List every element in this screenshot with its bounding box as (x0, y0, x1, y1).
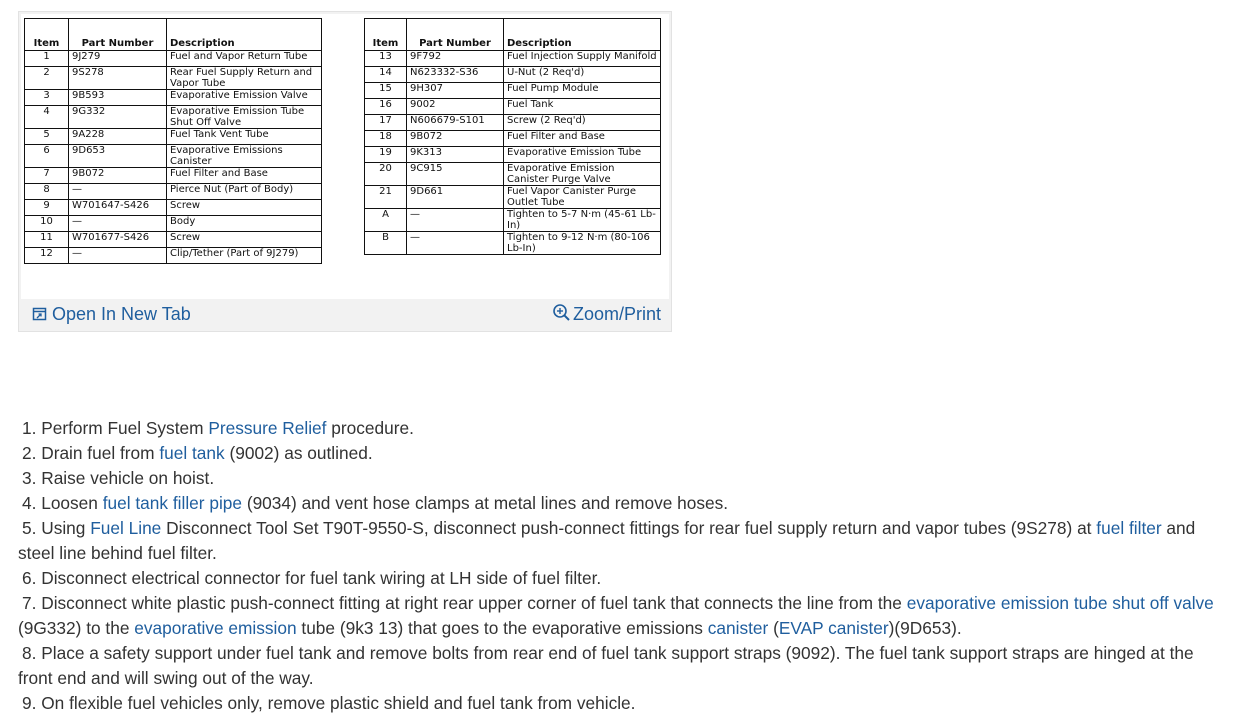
part-number: 9D653 (69, 145, 167, 168)
zoom-print-link[interactable] (552, 304, 661, 325)
glossary-link[interactable]: evaporative emission (134, 618, 297, 638)
step-text: (9034) and vent hose clamps at metal lines and remove hoses. (242, 493, 729, 513)
part-item: 2 (25, 67, 69, 90)
part-description: Screw (167, 232, 322, 248)
part-description: Pierce Nut (Part of Body) (167, 184, 322, 200)
part-item: 11 (25, 232, 69, 248)
table-row (25, 232, 322, 248)
part-number: — (69, 184, 167, 200)
step-text: 4. Loosen (22, 493, 103, 513)
table-row (25, 145, 322, 168)
procedure-step (18, 516, 1233, 566)
part-item: 15 (365, 83, 407, 99)
table-header (25, 19, 322, 51)
open-in-new-tab-link[interactable] (32, 304, 191, 325)
open-new-tab-icon (32, 307, 47, 322)
part-item: 20 (365, 163, 407, 186)
procedure-step (18, 466, 1233, 491)
part-description: Evaporative Emission Tube Shut Off Valve (167, 106, 322, 129)
glossary-link[interactable]: Fuel Line (90, 518, 162, 538)
step-text: 5. Using (22, 518, 91, 538)
part-item: 1 (25, 51, 69, 67)
part-number: 9B593 (69, 90, 167, 106)
parts-legend-image (21, 14, 669, 299)
glossary-link[interactable]: fuel tank filler pipe (102, 493, 243, 513)
part-description: Evaporative Emission Valve (167, 90, 322, 106)
part-item: 4 (25, 106, 69, 129)
part-number: 9A228 (69, 129, 167, 145)
part-description: Evaporative Emission Tube (504, 147, 661, 163)
part-number: 9K313 (407, 147, 504, 163)
part-description: U-Nut (2 Req'd) (504, 67, 661, 83)
table-row (25, 248, 322, 264)
step-text: Disconnect Tool Set T90T-9550-S, disconnect push-connect fittings for rear fuel supply return and vapor tubes (9S278) at (161, 518, 1097, 538)
table-header (365, 19, 661, 51)
table-row (25, 67, 322, 90)
figure-container (18, 11, 672, 332)
header-description: Description (504, 19, 661, 51)
part-description: Fuel Filter and Base (167, 168, 322, 184)
procedure-step (18, 566, 1233, 591)
part-description: Rear Fuel Supply Return and Vapor Tube (167, 67, 322, 90)
part-item: 12 (25, 248, 69, 264)
part-item: A (365, 209, 407, 232)
table-row (25, 200, 322, 216)
part-number: 9F792 (407, 51, 504, 67)
part-description: Body (167, 216, 322, 232)
part-number: 9S278 (69, 67, 167, 90)
part-number: N606679-S101 (407, 115, 504, 131)
step-text: )(9D653). (888, 618, 962, 638)
procedure-step (18, 641, 1233, 691)
table-row (25, 90, 322, 106)
table-row (365, 67, 661, 83)
part-description: Fuel Vapor Canister Purge Outlet Tube (504, 186, 661, 209)
table-row (365, 232, 661, 255)
part-number: 9H307 (407, 83, 504, 99)
part-number: 9C915 (407, 163, 504, 186)
header-item: Item (25, 19, 69, 51)
table-row (365, 163, 661, 186)
step-text: ( (768, 618, 779, 638)
step-text: 3. Raise vehicle on hoist. (22, 468, 215, 488)
table-row (25, 216, 322, 232)
part-item: 3 (25, 90, 69, 106)
procedure-steps (18, 416, 1233, 716)
part-item: 17 (365, 115, 407, 131)
part-description: Tighten to 5-7 N·m (45-61 Lb-In) (504, 209, 661, 232)
part-item: 10 (25, 216, 69, 232)
header-part-number: Part Number (69, 19, 167, 51)
procedure-step (18, 691, 1233, 716)
part-number: N623332-S36 (407, 67, 504, 83)
step-text: (9002) as outlined. (224, 443, 373, 463)
zoom-in-icon (552, 303, 571, 322)
table-row (25, 184, 322, 200)
part-description: Fuel Tank Vent Tube (167, 129, 322, 145)
step-text: (9G332) to the (18, 618, 135, 638)
part-item: 6 (25, 145, 69, 168)
procedure-step (18, 491, 1233, 516)
procedure-step (18, 441, 1233, 466)
part-number: — (69, 216, 167, 232)
zoom-print-label: Zoom/Print (572, 304, 661, 324)
part-description: Evaporative Emission Canister Purge Valve (504, 163, 661, 186)
part-item: 7 (25, 168, 69, 184)
table-row (365, 147, 661, 163)
procedure-step (18, 591, 1233, 641)
part-number: 9B072 (407, 131, 504, 147)
part-description: Clip/Tether (Part of 9J279) (167, 248, 322, 264)
part-item: 21 (365, 186, 407, 209)
part-number: 9D661 (407, 186, 504, 209)
part-item: B (365, 232, 407, 255)
part-description: Fuel Tank (504, 99, 661, 115)
part-description: Fuel Injection Supply Manifold (504, 51, 661, 67)
part-number: W701647-S426 (69, 200, 167, 216)
part-item: 13 (365, 51, 407, 67)
table-row (365, 115, 661, 131)
step-text: 2. Drain fuel from (22, 443, 160, 463)
part-item: 16 (365, 99, 407, 115)
part-number: — (407, 232, 504, 255)
step-text: 8. Place a safety support under fuel tank and remove bolts from rear end of fuel tank support straps (9092). The fuel tank support straps are hinged at the front end and will swing out of the way. (18, 643, 1194, 688)
table-row (365, 186, 661, 209)
table-row (25, 168, 322, 184)
part-number: — (407, 209, 504, 232)
part-number: 9002 (407, 99, 504, 115)
part-item: 9 (25, 200, 69, 216)
glossary-link[interactable]: EVAP canister (778, 618, 889, 638)
step-text: procedure. (326, 418, 414, 438)
step-text: tube (9k3 13) that goes to the evaporative emissions (296, 618, 708, 638)
step-text: 7. Disconnect white plastic push-connect fitting at right rear upper corner of fuel tank that connects the line from the (22, 593, 907, 613)
part-item: 19 (365, 147, 407, 163)
part-description: Fuel Pump Module (504, 83, 661, 99)
glossary-link[interactable]: evaporative emission tube shut off valve (906, 593, 1214, 613)
part-number: 9J279 (69, 51, 167, 67)
table-row (365, 51, 661, 67)
glossary-link[interactable]: fuel filter (1096, 518, 1162, 538)
table-row (25, 51, 322, 67)
procedure-step (18, 416, 1233, 441)
table-row (365, 131, 661, 147)
glossary-link[interactable]: Pressure Relief (208, 418, 327, 438)
part-number: 9B072 (69, 168, 167, 184)
figure-toolbar (19, 301, 671, 331)
header-part-number: Part Number (407, 19, 504, 51)
glossary-link[interactable]: canister (707, 618, 769, 638)
part-description: Screw (2 Req'd) (504, 115, 661, 131)
part-description: Screw (167, 200, 322, 216)
header-description: Description (167, 19, 322, 51)
part-number: 9G332 (69, 106, 167, 129)
table-row (365, 99, 661, 115)
table-row (25, 106, 322, 129)
part-item: 18 (365, 131, 407, 147)
step-text: 9. On flexible fuel vehicles only, remove plastic shield and fuel tank from vehicle. (22, 693, 636, 713)
part-item: 14 (365, 67, 407, 83)
part-item: 8 (25, 184, 69, 200)
part-item: 5 (25, 129, 69, 145)
part-number: — (69, 248, 167, 264)
parts-table-right (364, 18, 661, 255)
table-row (25, 129, 322, 145)
part-description: Evaporative Emissions Canister (167, 145, 322, 168)
step-text: 6. Disconnect electrical connector for fuel tank wiring at LH side of fuel filter. (22, 568, 602, 588)
open-in-new-tab-label: Open In New Tab (52, 304, 191, 324)
part-description: Tighten to 9-12 N·m (80-106 Lb-In) (504, 232, 661, 255)
part-description: Fuel Filter and Base (504, 131, 661, 147)
table-row (365, 83, 661, 99)
header-item: Item (365, 19, 407, 51)
glossary-link[interactable]: fuel tank (159, 443, 225, 463)
step-text: 1. Perform Fuel System (22, 418, 209, 438)
table-row (365, 209, 661, 232)
part-description: Fuel and Vapor Return Tube (167, 51, 322, 67)
part-number: W701677-S426 (69, 232, 167, 248)
step-text: and steel line behind fuel filter. (18, 518, 1196, 563)
parts-table-left (24, 18, 322, 264)
